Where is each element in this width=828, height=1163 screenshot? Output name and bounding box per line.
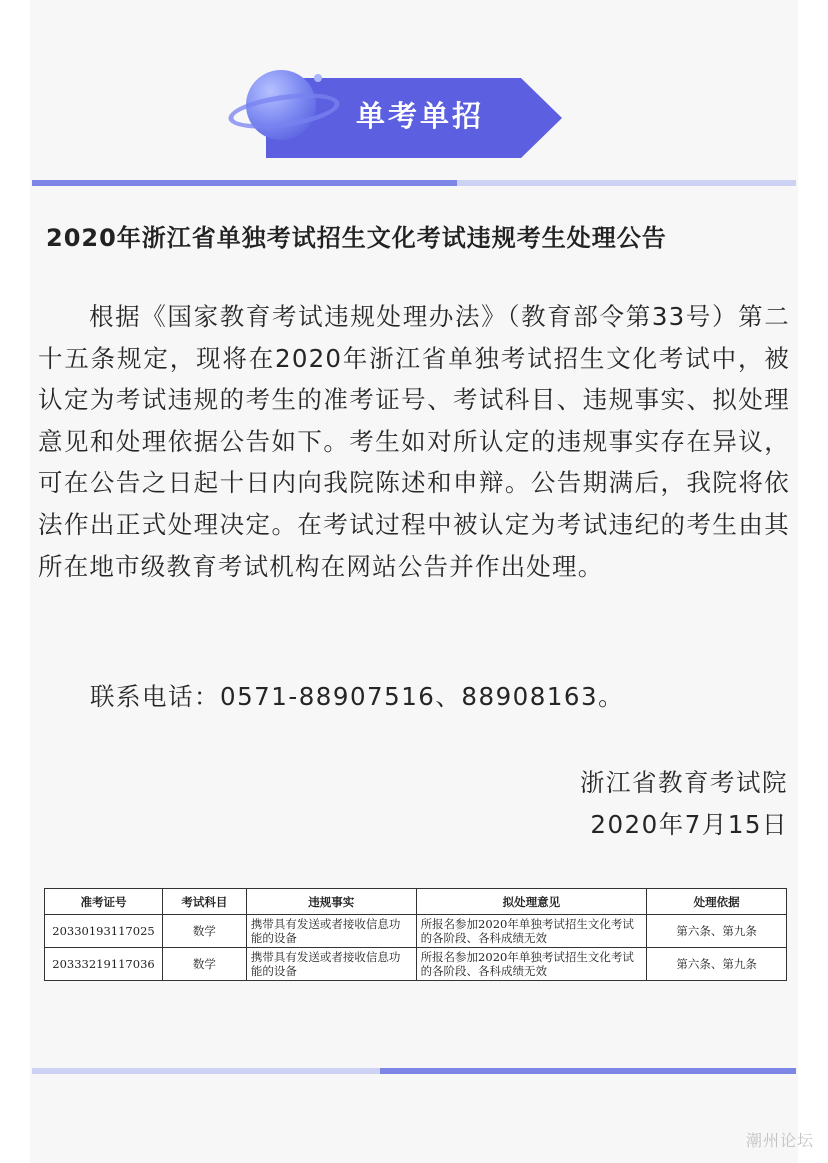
page-title: 2020年浙江省单独考试招生文化考试违规考生处理公告 bbox=[46, 224, 667, 252]
signature-org: 浙江省教育考试院 bbox=[580, 768, 788, 797]
cell-exam-id: 20330193117025 bbox=[45, 915, 163, 948]
table-row bbox=[45, 948, 787, 981]
cell-basis: 第六条、第九条 bbox=[647, 915, 787, 948]
cell-proposed-action: 所报名参加2020年单独考试招生文化考试的各阶段、各科成绩无效 bbox=[416, 915, 647, 948]
cell-proposed-action: 所报名参加2020年单独考试招生文化考试的各阶段、各科成绩无效 bbox=[416, 948, 647, 981]
announcement-body bbox=[38, 296, 790, 587]
banner-label: 单考单招 bbox=[356, 99, 485, 133]
col-header-basis: 处理依据 bbox=[647, 889, 787, 915]
sparkle-icon bbox=[314, 74, 322, 82]
cell-basis: 第六条、第九条 bbox=[647, 948, 787, 981]
bottom-divider bbox=[32, 1068, 796, 1074]
cell-subject: 数学 bbox=[162, 948, 246, 981]
cell-violation: 携带具有发送或者接收信息功能的设备 bbox=[246, 915, 416, 948]
top-divider bbox=[32, 180, 796, 186]
contact-line: 联系电话：0571-88907516、88908163。 bbox=[90, 682, 625, 711]
cell-subject: 数学 bbox=[162, 915, 246, 948]
table-header-row bbox=[45, 889, 787, 915]
announcement-paragraph: 根据《国家教育考试违规处理办法》（教育部令第33号）第二十五条规定，现将在2020年浙江省单独考试招生文化考试中，被认定为考试违规的考生的准考证号、考试科目、违规事实、拟处理意见和处理依据公告如下。考生如对所认定的违规事实存在异议，可在公告之日起十日内向我院陈述和申辩。公告期满后，我院将依法作出正式处理决定。在考试过程中被认定为考试违纪的考生由其所在地市级教育考试机构在网站公告并作出处理。 bbox=[38, 302, 790, 581]
watermark: 潮州论坛 bbox=[745, 1131, 814, 1150]
col-header-proposed-action: 拟处理意见 bbox=[416, 889, 647, 915]
col-header-exam-id: 准考证号 bbox=[45, 889, 163, 915]
cell-exam-id: 20333219117036 bbox=[45, 948, 163, 981]
col-header-violation: 违规事实 bbox=[246, 889, 416, 915]
col-header-subject: 考试科目 bbox=[162, 889, 246, 915]
cell-violation: 携带具有发送或者接收信息功能的设备 bbox=[246, 948, 416, 981]
violations-table bbox=[44, 888, 787, 981]
signature-date: 2020年7月15日 bbox=[590, 810, 788, 839]
table-row bbox=[45, 915, 787, 948]
header-banner bbox=[228, 60, 568, 170]
